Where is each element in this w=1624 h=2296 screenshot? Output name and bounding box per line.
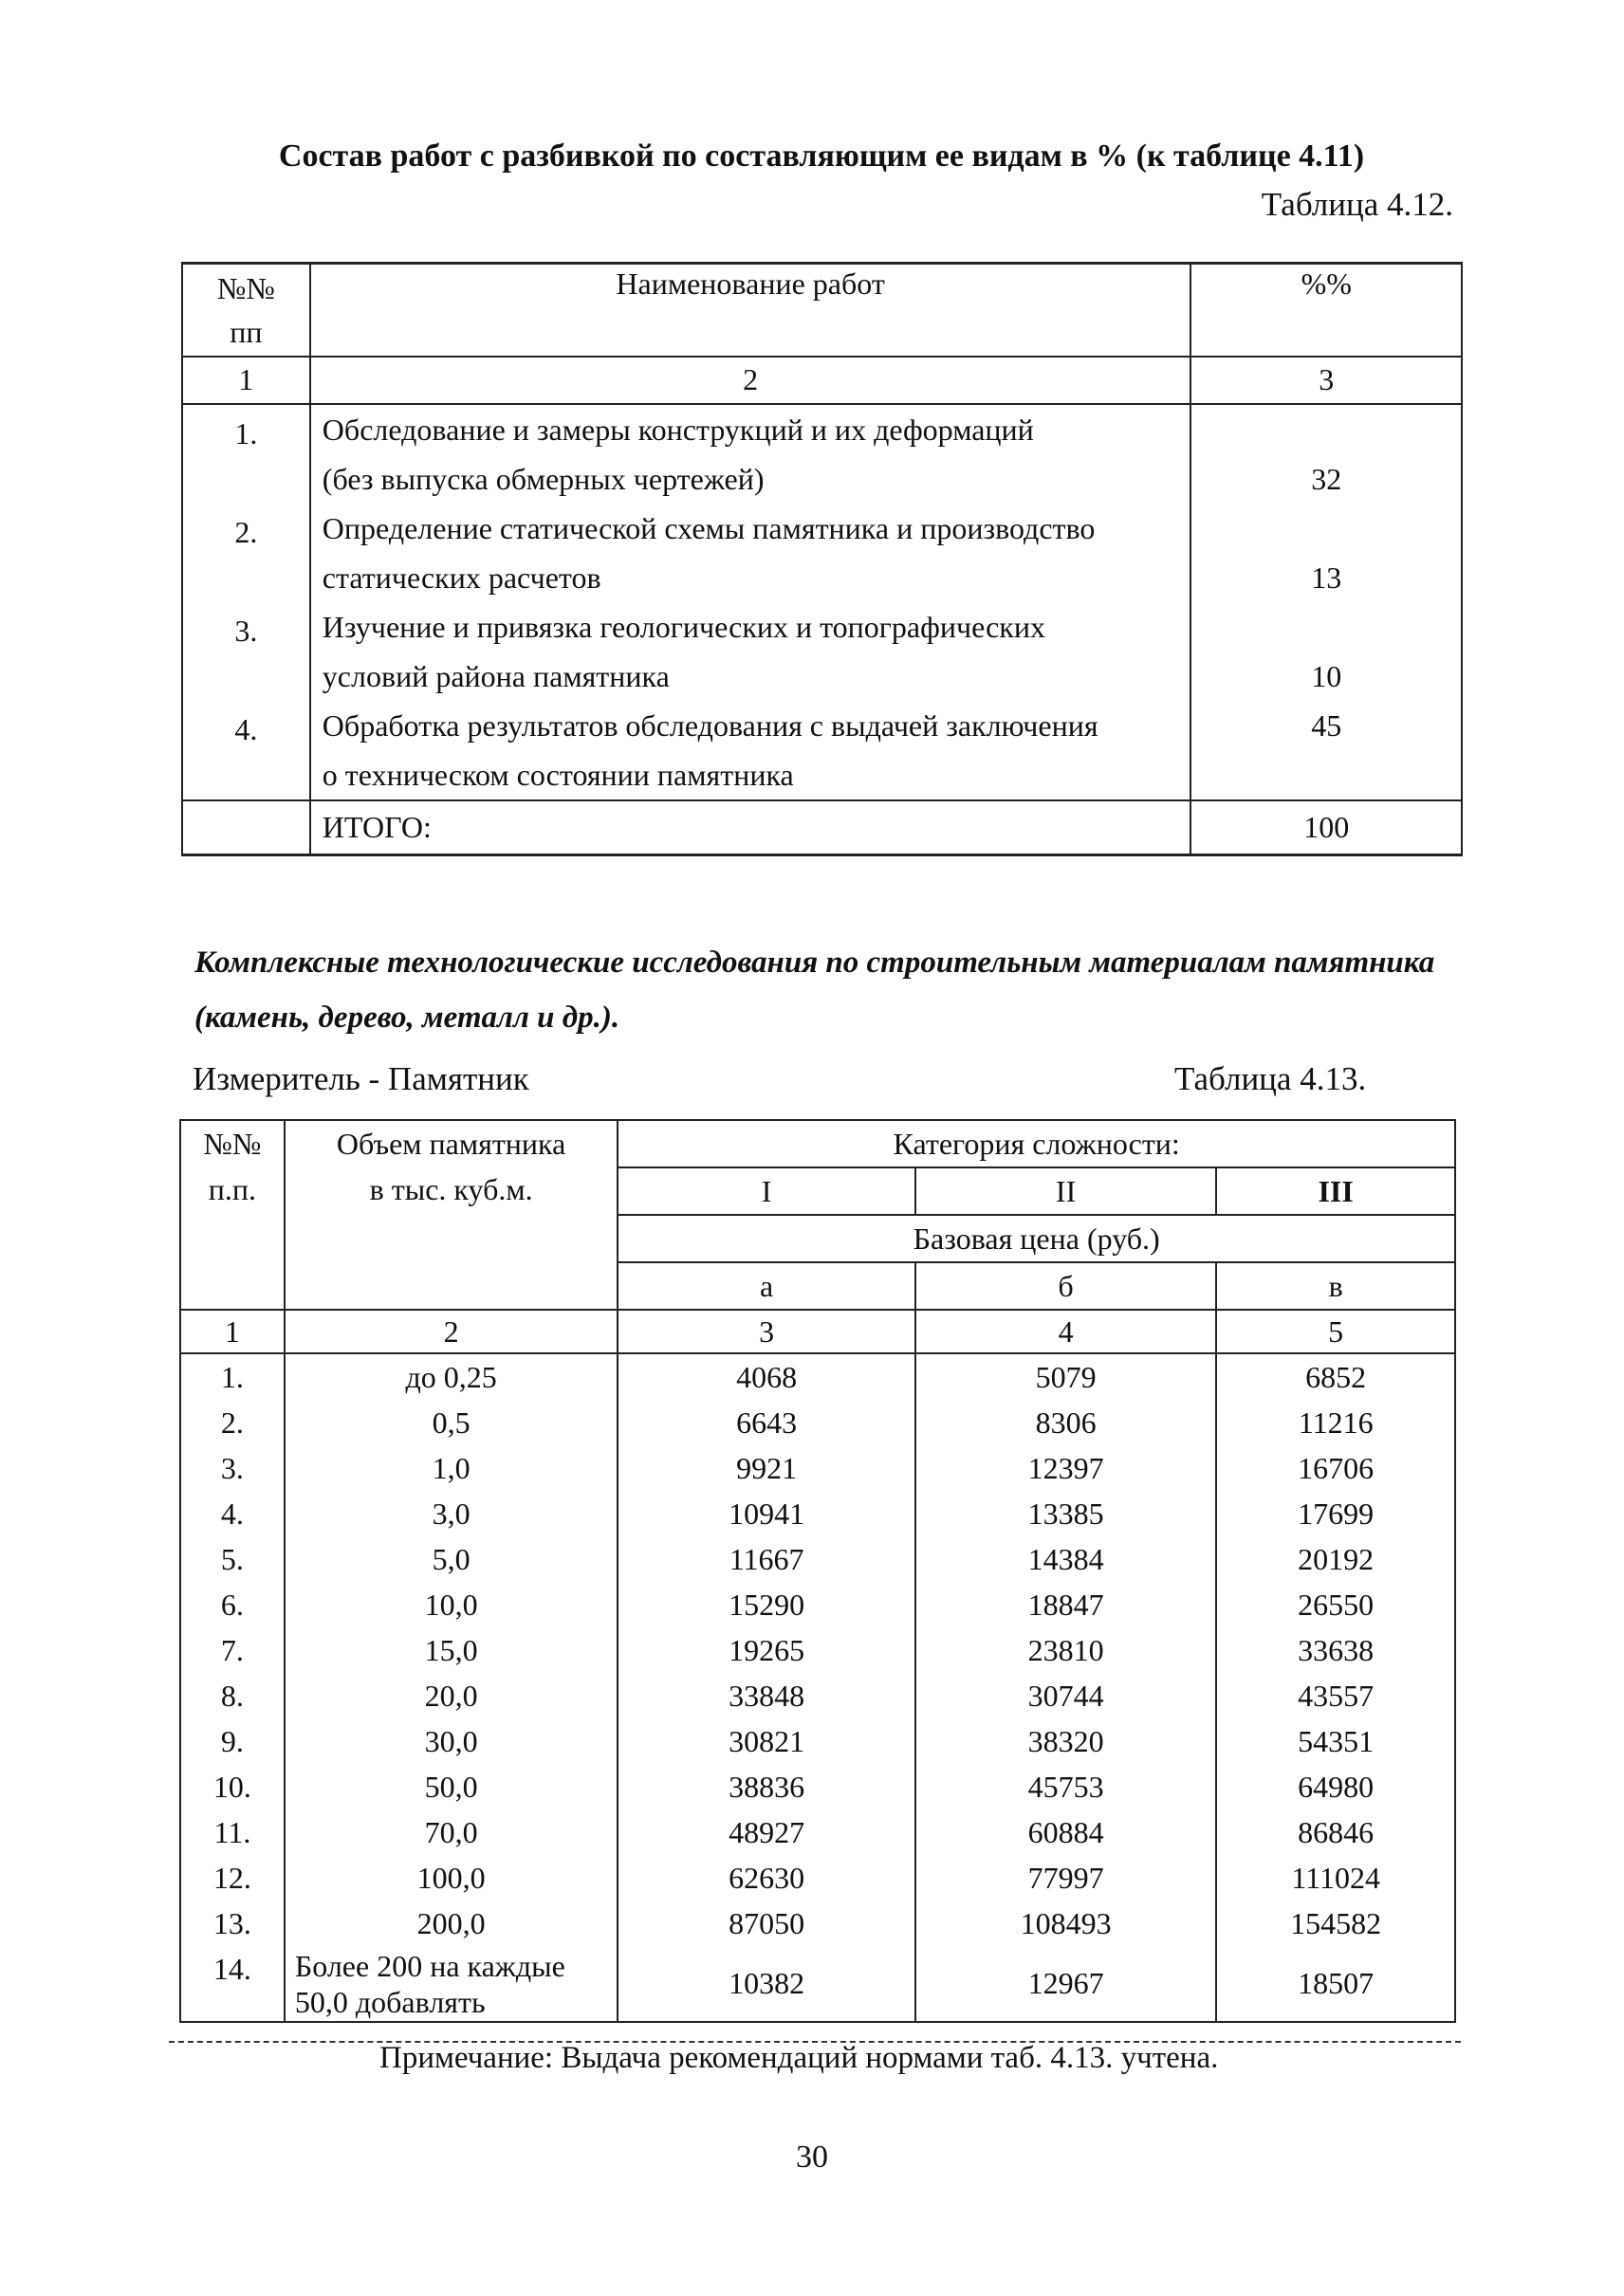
row-volume: до 0,25 (285, 1353, 618, 1400)
row-percent-line1 (1191, 602, 1461, 652)
row-price-cat3: 11216 (1216, 1400, 1455, 1445)
row-text-line2: (без выпуска обмерных чертежей) (322, 461, 765, 496)
row-price-cat1: 38836 (618, 1764, 914, 1809)
row-price-cat3: 18507 (1216, 1946, 1455, 2022)
header-volume (285, 1120, 618, 1310)
row-price-cat2: 30744 (915, 1673, 1216, 1718)
row-price-cat3: 86846 (1216, 1809, 1455, 1855)
row-number: 12. (180, 1855, 285, 1901)
header-number (180, 1120, 285, 1310)
table-4-13-number: Таблица 4.13. (1174, 1060, 1367, 1097)
row-price-cat1: 62630 (618, 1855, 914, 1901)
table-row (182, 701, 1462, 800)
row-price-cat3: 26550 (1216, 1582, 1455, 1627)
row-price-cat2: 45753 (915, 1764, 1216, 1809)
measure-unit: Измеритель - Памятник (193, 1060, 529, 1097)
table-note: Примечание: Выдача рекомендаций нормами таб. 4.13. учтена. (379, 2041, 1219, 2075)
row-percent-line2: 13 (1311, 560, 1342, 595)
row-number: 8. (180, 1673, 285, 1718)
row-work-name (310, 602, 1191, 701)
table-4-12-title: Состав работ с разбивкой по составляющим ее видам в % (к таблице 4.11) (278, 138, 1365, 174)
table-row (180, 1946, 1455, 2022)
table-row (182, 504, 1462, 602)
row-price-cat2: 8306 (915, 1400, 1216, 1445)
row-price-cat3: 111024 (1216, 1855, 1455, 1901)
table-row (180, 1901, 1455, 1946)
total-value: 100 (1190, 800, 1462, 855)
table-row (180, 1673, 1455, 1718)
row-price-cat2: 23810 (915, 1627, 1216, 1673)
total-row (182, 800, 1462, 855)
row-price-cat1: 4068 (618, 1353, 914, 1400)
row-volume: 10,0 (285, 1582, 618, 1627)
column-number-2: 2 (285, 1310, 618, 1353)
row-volume: 70,0 (285, 1809, 618, 1855)
row-percent-line2: 32 (1311, 461, 1342, 496)
row-price-cat2: 12397 (915, 1445, 1216, 1491)
header-work-name: Наименование работ (310, 264, 1191, 357)
row-number: 7. (180, 1627, 285, 1673)
row-volume-line1: Более 200 на каждые (294, 1949, 565, 1983)
row-text-line2: условий района памятника (322, 658, 670, 693)
column-number-1: 1 (182, 357, 310, 404)
row-work-name (310, 404, 1191, 504)
row-number: 9. (180, 1718, 285, 1764)
row-volume: 100,0 (285, 1855, 618, 1901)
row-number: 6. (180, 1582, 285, 1627)
table-row (180, 1400, 1455, 1445)
table-row (180, 1445, 1455, 1491)
table-4-13 (179, 1119, 1456, 2023)
row-text-line1: Обследование и замеры конструкций и их деформаций (322, 412, 1034, 447)
table-row (180, 1809, 1455, 1855)
row-price-cat1: 30821 (618, 1718, 914, 1764)
table-4-12 (181, 262, 1463, 856)
row-price-cat1: 33848 (618, 1673, 914, 1718)
table-row (180, 1855, 1455, 1901)
total-empty-cell (182, 800, 310, 855)
row-volume-line2: 50,0 добавлять (294, 1985, 486, 2019)
header-number (182, 264, 310, 357)
row-price-cat2: 60884 (915, 1809, 1216, 1855)
row-price-cat1: 10382 (618, 1946, 914, 2022)
row-number: 1. (182, 404, 310, 504)
column-number-4: 4 (915, 1310, 1216, 1353)
base-price-header: Базовая цена (руб.) (618, 1215, 1455, 1262)
row-percent (1190, 504, 1462, 602)
category-3: III (1216, 1167, 1455, 1215)
header-percent: %% (1190, 264, 1462, 357)
row-percent-line1: 45 (1311, 707, 1342, 743)
header-number-line1: №№ (216, 271, 275, 305)
row-number: 4. (182, 701, 310, 800)
row-price-cat2: 5079 (915, 1353, 1216, 1400)
table-row (180, 1582, 1455, 1627)
column-number-1: 1 (180, 1310, 285, 1353)
row-number: 2. (180, 1400, 285, 1445)
row-price-cat1: 9921 (618, 1445, 914, 1491)
row-percent-line1 (1191, 405, 1461, 454)
table-row (180, 1491, 1455, 1536)
column-number-3: 3 (1190, 357, 1462, 404)
row-price-cat1: 11667 (618, 1536, 914, 1582)
row-price-cat3: 64980 (1216, 1764, 1455, 1809)
row-percent (1190, 602, 1462, 701)
table-row (180, 1718, 1455, 1764)
row-price-cat3: 54351 (1216, 1718, 1455, 1764)
row-percent-line1 (1191, 504, 1461, 553)
row-number: 11. (180, 1809, 285, 1855)
row-volume: 5,0 (285, 1536, 618, 1582)
row-price-cat1: 10941 (618, 1491, 914, 1536)
row-percent-line2: 10 (1311, 658, 1342, 693)
row-percent (1190, 404, 1462, 504)
row-volume: 50,0 (285, 1764, 618, 1809)
table-4-13-title: Комплексные технологические исследования по строительным материалам памятника (камень, дерево, металл и др.). (194, 946, 1435, 1035)
row-price-cat1: 87050 (618, 1901, 914, 1946)
row-number: 13. (180, 1901, 285, 1946)
row-price-cat3: 33638 (1216, 1627, 1455, 1673)
table-4-12-number: Таблица 4.12. (1261, 186, 1453, 223)
row-number: 10. (180, 1764, 285, 1809)
table-row (182, 602, 1462, 701)
row-text-line2: о техническом состоянии памятника (322, 757, 794, 792)
row-price-cat2: 13385 (915, 1491, 1216, 1536)
header-volume-line2: в тыс. куб.м. (369, 1172, 533, 1206)
row-volume: 20,0 (285, 1673, 618, 1718)
row-price-cat3: 6852 (1216, 1353, 1455, 1400)
row-price-cat3: 43557 (1216, 1673, 1455, 1718)
row-number: 5. (180, 1536, 285, 1582)
row-price-cat2: 18847 (915, 1582, 1216, 1627)
row-price-cat1: 6643 (618, 1400, 914, 1445)
row-percent (1190, 701, 1462, 800)
header-number-line2: п.п. (208, 1172, 257, 1206)
row-text-line1: Изучение и привязка геологических и топографических (322, 609, 1045, 644)
header-number-line1: №№ (203, 1127, 262, 1161)
row-text-line2: статических расчетов (322, 560, 601, 595)
row-price-cat3: 17699 (1216, 1491, 1455, 1536)
table-row (180, 1353, 1455, 1400)
page-number: 30 (796, 2140, 828, 2175)
row-volume: 30,0 (285, 1718, 618, 1764)
row-price-cat2: 14384 (915, 1536, 1216, 1582)
column-number-5: 5 (1216, 1310, 1455, 1353)
row-price-cat1: 15290 (618, 1582, 914, 1627)
row-text-line1: Определение статической схемы памятника и производство (322, 510, 1096, 545)
row-volume: 3,0 (285, 1491, 618, 1536)
row-volume: 1,0 (285, 1445, 618, 1491)
row-volume: 200,0 (285, 1901, 618, 1946)
row-price-cat2: 108493 (915, 1901, 1216, 1946)
row-price-cat3: 20192 (1216, 1536, 1455, 1582)
row-price-cat1: 19265 (618, 1627, 914, 1673)
category-2: II (915, 1167, 1216, 1215)
row-work-name (310, 701, 1191, 800)
row-work-name (310, 504, 1191, 602)
row-number: 2. (182, 504, 310, 602)
table-row (180, 1536, 1455, 1582)
category-1: I (618, 1167, 914, 1215)
row-number: 3. (182, 602, 310, 701)
row-price-cat3: 154582 (1216, 1901, 1455, 1946)
row-text-line1: Обработка результатов обследования с выдачей заключения (322, 707, 1098, 743)
column-number-2: 2 (310, 357, 1191, 404)
total-label: ИТОГО: (310, 800, 1191, 855)
row-price-cat1: 48927 (618, 1809, 914, 1855)
row-number: 3. (180, 1445, 285, 1491)
row-volume: 15,0 (285, 1627, 618, 1673)
row-number: 14. (180, 1946, 285, 2022)
subcol-a: а (618, 1262, 914, 1310)
header-number-line2: пп (230, 315, 263, 349)
row-volume (285, 1946, 618, 2022)
row-price-cat2: 38320 (915, 1718, 1216, 1764)
row-number: 1. (180, 1353, 285, 1400)
subcol-b: б (915, 1262, 1216, 1310)
table-row (180, 1764, 1455, 1809)
header-volume-line1: Объем памятника (336, 1127, 566, 1161)
column-number-3: 3 (618, 1310, 914, 1353)
subcol-v: в (1216, 1262, 1455, 1310)
header-category: Категория сложности: (618, 1120, 1455, 1167)
row-price-cat2: 77997 (915, 1855, 1216, 1901)
row-number: 4. (180, 1491, 285, 1536)
row-volume: 0,5 (285, 1400, 618, 1445)
row-price-cat3: 16706 (1216, 1445, 1455, 1491)
table-row (180, 1627, 1455, 1673)
row-price-cat2: 12967 (915, 1946, 1216, 2022)
table-row (182, 404, 1462, 504)
